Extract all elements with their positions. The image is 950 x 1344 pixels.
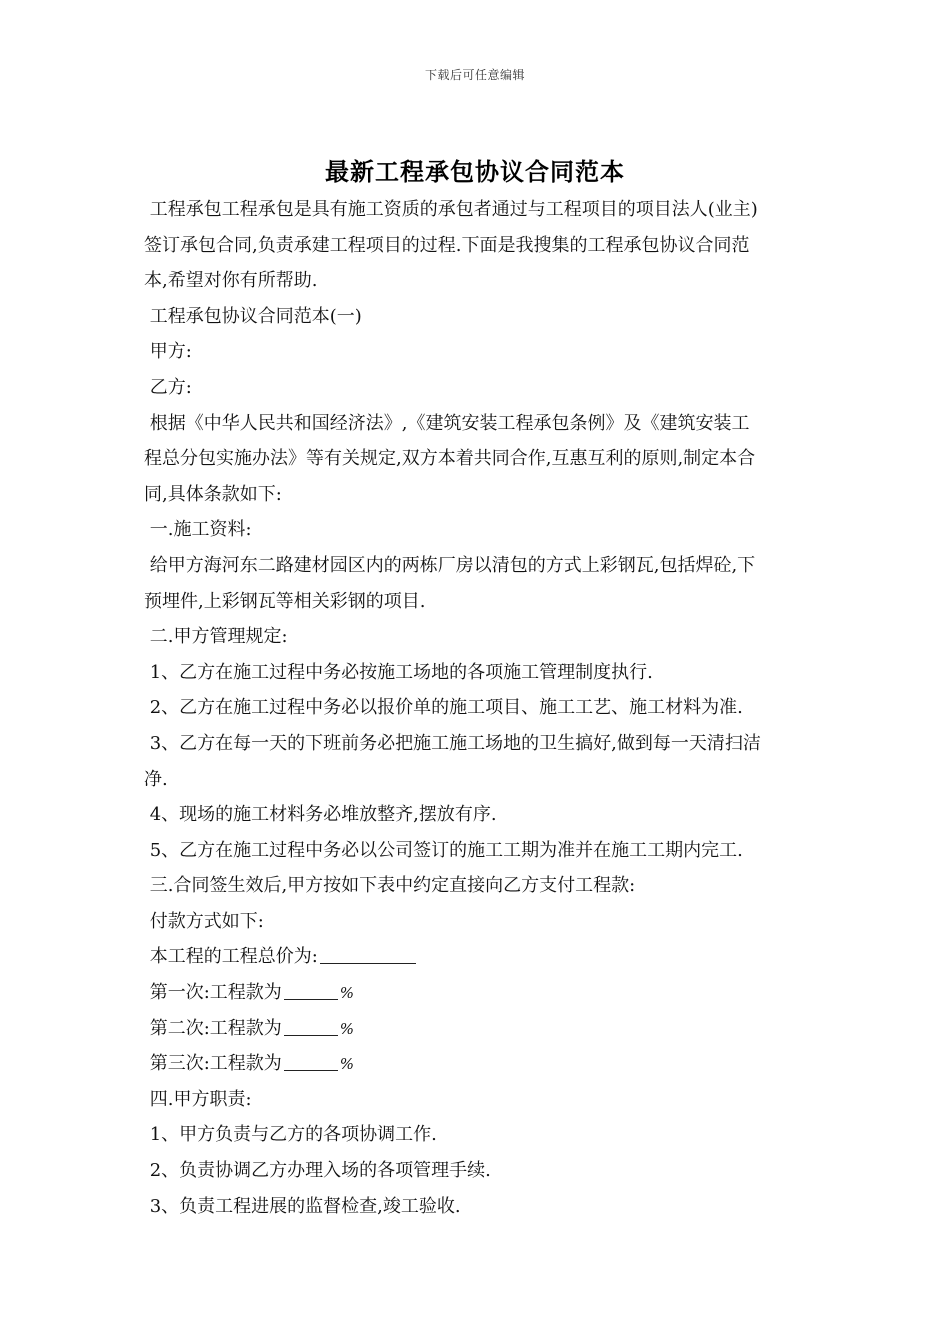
percent-sign: % bbox=[339, 1019, 355, 1038]
payment-second-label: 第二次:工程款为 bbox=[144, 1017, 282, 1039]
payment-second-line bbox=[144, 1011, 810, 1047]
page-header: 下载后可任意编辑 bbox=[424, 68, 525, 82]
paragraph-line: 签订承包合同,负责承建工程项目的过程.下面是我搜集的工程承包协议合同范 bbox=[144, 234, 750, 256]
list-item: 2、负责协调乙方办理入场的各项管理手续. bbox=[144, 1160, 491, 1182]
payment-first-label: 第一次:工程款为 bbox=[144, 982, 282, 1004]
clause-heading: 三.合同签生效后,甲方按如下表中约定直接向乙方支付工程款: bbox=[144, 875, 636, 897]
percent-sign: % bbox=[339, 984, 355, 1003]
paragraph-line: 付款方式如下: bbox=[144, 910, 264, 932]
paragraph-line: 工程承包工程承包是具有施工资质的承包者通过与工程项目的项目法人(业主) bbox=[144, 199, 758, 220]
list-item: 3、负责工程进展的监督检查,竣工验收. bbox=[144, 1195, 461, 1217]
paragraph-line: 同,具体条款如下: bbox=[144, 483, 282, 505]
party-b-label: 乙方: bbox=[144, 376, 192, 398]
document-title: 最新工程承包协议合同范本 bbox=[325, 157, 625, 186]
payment-third-label: 第三次:工程款为 bbox=[144, 1053, 282, 1075]
clause-heading: 二.甲方管理规定: bbox=[144, 626, 288, 648]
payment-total-line bbox=[144, 939, 810, 975]
list-item: 1、甲方负责与乙方的各项协调工作. bbox=[144, 1124, 437, 1146]
list-item: 4、现场的施工材料务必堆放整齐,摆放有序. bbox=[144, 804, 497, 826]
blank-underline bbox=[284, 1069, 338, 1071]
list-item: 2、乙方在施工过程中务必以报价单的施工项目、施工工艺、施工材料为准. bbox=[144, 697, 743, 719]
list-item: 1、乙方在施工过程中务必按施工场地的各项施工管理制度执行. bbox=[144, 661, 653, 683]
list-item: 净. bbox=[144, 768, 168, 790]
paragraph-line: 给甲方海河东二路建材园区内的两栋厂房以清包的方式上彩钢瓦,包括焊砼,下 bbox=[144, 554, 756, 576]
payment-total-label: 本工程的工程总价为: bbox=[144, 946, 318, 968]
paragraph-line: 预埋件,上彩钢瓦等相关彩钢的项目. bbox=[144, 590, 426, 612]
section-heading: 工程承包协议合同范本(一) bbox=[144, 305, 362, 327]
list-item: 3、乙方在每一天的下班前务必把施工施工场地的卫生搞好,做到每一天清扫洁 bbox=[144, 732, 761, 754]
paragraph-line: 本,希望对你有所帮助. bbox=[144, 270, 318, 292]
document-body bbox=[144, 192, 810, 1224]
payment-third-line bbox=[144, 1046, 810, 1082]
clause-heading: 一.施工资料: bbox=[144, 519, 252, 541]
list-item: 5、乙方在施工过程中务必以公司签订的施工工期为准并在施工工期内完工. bbox=[144, 839, 743, 861]
party-a-label: 甲方: bbox=[144, 341, 192, 363]
clause-heading: 四.甲方职责: bbox=[144, 1088, 252, 1110]
paragraph-line: 程总分包实施办法》等有关规定,双方本着共同合作,互惠互利的原则,制定本合 bbox=[144, 448, 756, 470]
paragraph-line: 根据《中华人民共和国经济法》,《建筑安装工程承包条例》及《建筑安装工 bbox=[144, 412, 750, 434]
blank-underline bbox=[284, 1034, 338, 1036]
percent-sign: % bbox=[339, 1055, 355, 1074]
blank-underline bbox=[284, 998, 338, 1000]
blank-underline bbox=[320, 962, 416, 964]
payment-first-line bbox=[144, 975, 810, 1011]
